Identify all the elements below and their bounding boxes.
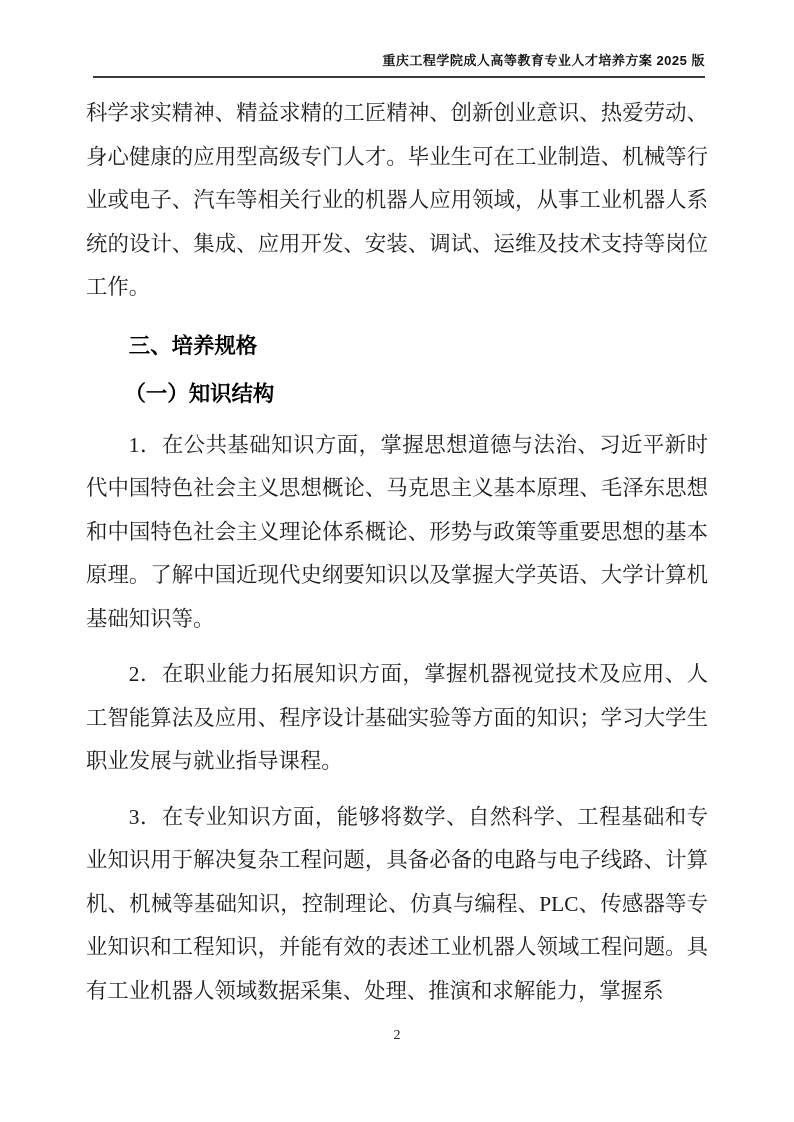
subsection-heading: （一）知识结构	[124, 381, 275, 406]
header-title: 重庆工程学院成人高等教育专业人才培养方案 2025 版	[382, 53, 705, 68]
body-paragraph-3: 3．在专业知识方面，能够将数学、自然科学、工程基础和专业知识用于解决复杂工程问题，具备必备的电路与电子线路、计算机、机械等基础知识，控制理论、仿真与编程、PLC、传感器等专业知识和工程知识，并能有效的表述工业机器人领域工程问题。具有工业机器人领域数据采集、处理、推演和求解能力，掌握系	[86, 804, 708, 1003]
body-paragraph-1: 1．在公共基础知识方面，掌握思想道德与法治、习近平新时代中国特色社会主义思想概论、马克思主义基本原理、毛泽东思想和中国特色社会主义理论体系概论、形势与政策等重要思想的基本原理。了解中国近现代史纲要知识以及掌握大学英语、大学计算机基础知识等。	[86, 432, 708, 631]
page-number: 2	[393, 1028, 401, 1043]
section-heading: 三、培养规格	[128, 333, 258, 358]
body-paragraph-continuation: 科学求实精神、精益求精的工匠精神、创新创业意识、热爱劳动、身心健康的应用型高级专门人才。毕业生可在工业制造、机械等行业或电子、汽车等相关行业的机器人应用领域，从事工业机器人系统的设计、集成、应用开发、安装、调试、运维及技术支持等岗位工作。	[86, 101, 708, 299]
document-body	[86, 92, 708, 1013]
body-paragraph-2: 2．在职业能力拓展知识方面，掌握机器视觉技术及应用、人工智能算法及应用、程序设计基础实验等方面的知识；学习大学生职业发展与就业指导课程。	[86, 662, 708, 773]
page-footer	[0, 1028, 794, 1044]
page-header	[93, 50, 705, 78]
